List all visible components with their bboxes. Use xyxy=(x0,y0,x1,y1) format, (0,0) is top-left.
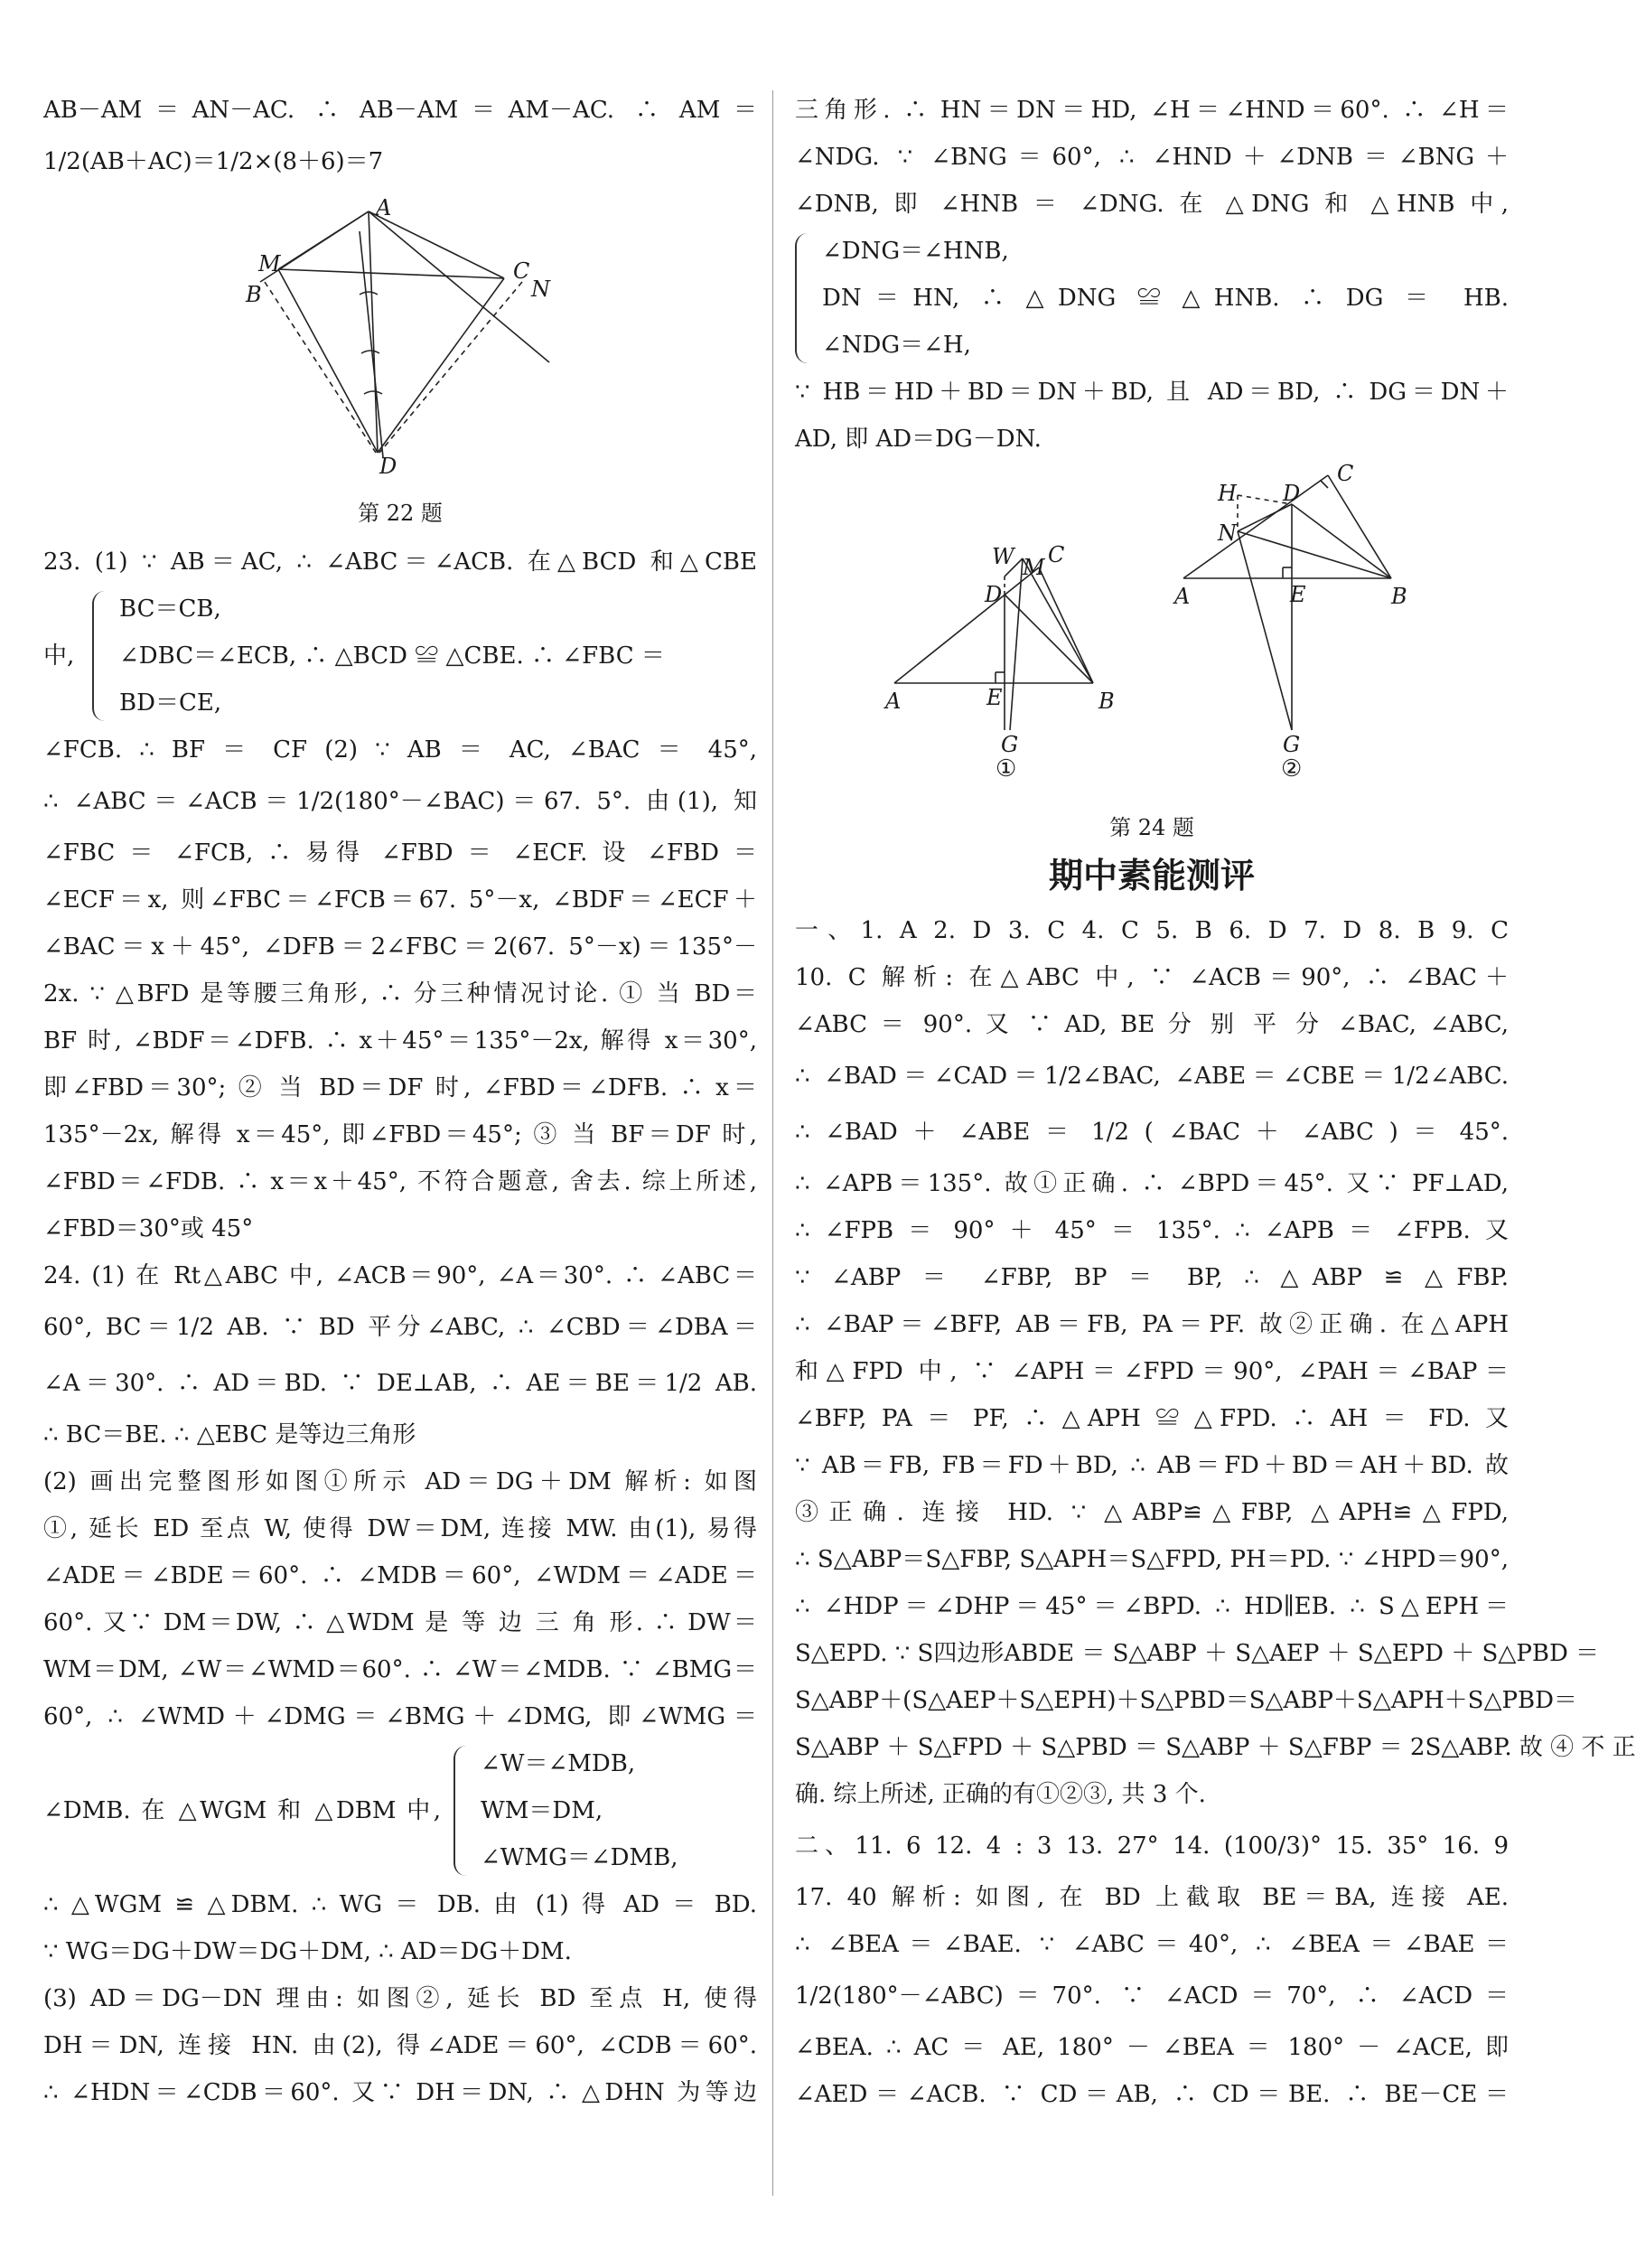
point-label: H xyxy=(1218,481,1237,506)
text-line: ∠DNB, 即 ∠HNB ＝ ∠DNG. 在 △DNG 和 △HNB 中, xyxy=(795,191,1509,218)
text-line: 10. C 解析: 在△ABC 中, ∵ ∠ACB＝90°, ∴ ∠BAC＋ xyxy=(795,964,1509,991)
text-line: 24. (1) 在 Rt△ABC 中, ∠ACB＝90°, ∠A＝30°. ∴ ∠ABC＝ xyxy=(43,1262,757,1289)
text-line: ③正确. 连接 HD. ∵ △ABP≌△FBP, △APH≌△FPD, xyxy=(795,1499,1509,1526)
text-line: 1/2(AB＋AC)＝1/2×(8＋6)＝7 xyxy=(43,148,384,175)
point-label: A xyxy=(376,195,392,220)
text-line: 即∠FBD＝30°; ② 当 BD＝DF 时, ∠FBD＝∠DFB. ∴ x＝ xyxy=(43,1074,757,1101)
condition-brace xyxy=(795,228,1509,369)
point-label: A xyxy=(1174,584,1191,609)
text-line: 60°, BC＝1/2 AB. ∵ BD 平分∠ABC, ∴ ∠CBD＝∠DBA＝ xyxy=(43,1314,757,1341)
text-line: ①, 延长 ED 至点 W, 使得 DW＝DM, 连接 MW. 由(1), 易得 xyxy=(43,1515,757,1542)
point-label: B xyxy=(1098,689,1115,714)
brace-item: DN＝HN, ∴ △DNG ≌ △HNB. ∴ DG ＝ HB. xyxy=(822,285,1509,312)
text-line: ∴ ∠BAD ＋ ∠ABE ＝ 1/2 ( ∠BAC ＋ ∠ABC ) ＝ 45°. xyxy=(795,1119,1509,1146)
point-label: E xyxy=(1290,582,1306,607)
brace-item: ∠DNG＝∠HNB, xyxy=(822,238,1009,265)
figure-number: ① xyxy=(996,755,1017,783)
condition-brace xyxy=(43,586,757,726)
text-line: ∠ECF＝x, 则∠FBC＝∠FCB＝67. 5°－x, ∠BDF＝∠ECF＋ xyxy=(43,886,757,914)
brace-item: ∠WMG＝∠DMB, xyxy=(481,1844,678,1871)
text-line: 17. 40 解析: 如图, 在 BD 上截取 BE＝BA, 连接 AE. xyxy=(795,1884,1509,1911)
point-label: D xyxy=(1283,481,1301,506)
text-line: ∠ABC ＝ 90°. 又 ∵ AD, BE 分 别 平 分 ∠BAC, ∠ABC, xyxy=(795,1011,1509,1038)
text-line: ∠FBD＝30°或 45° xyxy=(43,1215,254,1242)
column-divider xyxy=(772,90,773,2196)
point-label: B xyxy=(1391,584,1407,609)
text-line: WM＝DM, ∠W＝∠WMD＝60°. ∴ ∠W＝∠MDB. ∵ ∠BMG＝ xyxy=(43,1656,757,1683)
text-line: 60°, ∴ ∠WMD＋∠DMG＝∠BMG＋∠DMG, 即∠WMG＝ xyxy=(43,1703,757,1730)
text-line: 1/2(180°－∠ABC)＝70°. ∵ ∠ACD＝70°, ∴ ∠ACD＝ xyxy=(795,1982,1509,2010)
text-line: 23. (1) ∵ AB＝AC, ∴ ∠ABC＝∠ACB. 在△BCD 和△CBE xyxy=(43,548,757,576)
brace-item: ∠NDG＝∠H, xyxy=(822,332,971,359)
text-line: DH＝DN, 连接 HN. 由(2), 得∠ADE＝60°, ∠CDB＝60°. xyxy=(43,2032,757,2059)
point-label: D xyxy=(379,454,397,479)
text-line: ∵ ∠ABP ＝ ∠FBP, BP ＝ BP, ∴ △ABP ≌ △FBP. xyxy=(795,1264,1509,1291)
brace-items xyxy=(119,586,757,726)
text-line: ∴ ∠ABC＝∠ACB＝1/2(180°－∠BAC)＝67. 5°. 由(1), 知 xyxy=(43,788,757,815)
figure-24 xyxy=(795,461,1509,802)
text-line: 60°. 又∵ DM＝DW, ∴ △WDM 是 等 边 三 角 形. ∴ DW＝ xyxy=(43,1609,757,1636)
text-line: S△ABP ＋ S△FPD ＋ S△PBD ＝ S△ABP ＋ S△FBP ＝ 2S△ABP. 故 ④ 不 正 xyxy=(795,1734,1636,1761)
brace-prefix: ∠DMB. 在 △WGM 和 △DBM 中, xyxy=(43,1797,441,1824)
text-line: AB－AM＝AN－AC. ∴ AB－AM＝AM－AC. ∴ AM＝ xyxy=(43,97,757,124)
text-line: ∵ HB＝HD＋BD＝DN＋BD, 且 AD＝BD, ∴ DG＝DN＋ xyxy=(795,379,1509,406)
point-label: M xyxy=(1023,555,1045,580)
text-line: ∴ ∠HDP＝∠DHP＝45°＝∠BPD. ∴ HD∥EB. ∴ S△EPH＝ xyxy=(795,1593,1509,1620)
text-line: ∴ S△ABP＝S△FBP, S△APH＝S△FPD, PH＝PD. ∵ ∠HPD＝90°, xyxy=(795,1546,1509,1573)
text-line: ∴ ∠BAP＝∠BFP, AB＝FB, PA＝PF. 故②正确. 在△APH xyxy=(795,1311,1509,1338)
text-line: ∠BEA. ∴ AC ＝ AE, 180° － ∠BEA ＝ 180° － ∠ACE, 即 xyxy=(795,2034,1509,2061)
point-label: B xyxy=(246,282,262,307)
text-line: BF 时, ∠BDF＝∠DFB. ∴ x＋45°＝135°－2x, 解得 x＝30°, xyxy=(43,1027,757,1054)
condition-brace xyxy=(43,1740,757,1881)
point-label: N xyxy=(531,276,550,302)
brace-item: BC＝CB, xyxy=(119,595,221,623)
text-line: ∴ ∠HDN＝∠CDB＝60°. 又∵ DH＝DN, ∴ △DHN 为等边 xyxy=(43,2079,757,2106)
text-line: ∴ ∠APB＝135°. 故①正确. ∴ ∠BPD＝45°. 又∵ PF⊥AD, xyxy=(795,1170,1509,1197)
brace-items xyxy=(822,228,1509,369)
text-line: S△ABP＋(S△AEP＋S△EPH)＋S△PBD＝S△ABP＋S△APH＋S△PBD＝ xyxy=(795,1687,1577,1714)
section-title: 期中素能测评 xyxy=(1048,856,1255,895)
figure-22 xyxy=(43,195,757,530)
text-line: 确. 综上所述, 正确的有①②③, 共 3 个. xyxy=(795,1781,1206,1808)
figure-number: ② xyxy=(1281,755,1303,783)
text-line: ∵ WG＝DG＋DW＝DG＋DM, ∴ AD＝DG＋DM. xyxy=(43,1938,572,1965)
text-line: ∠FBC ＝ ∠FCB, ∴ 易得 ∠FBD ＝ ∠ECF. 设 ∠FBD ＝ xyxy=(43,839,757,867)
brace-item: ∠DBC＝∠ECB, ∴ △BCD ≌ △CBE. ∴ ∠FBC ＝ xyxy=(119,642,665,670)
brace-prefix: 中, xyxy=(43,642,75,670)
brace-item: ∠W＝∠MDB, xyxy=(481,1750,636,1777)
text-line: ∠NDG. ∵ ∠BNG＝60°, ∴ ∠HND＋∠DNB＝∠BNG＋ xyxy=(795,144,1510,171)
point-label: M xyxy=(258,251,281,276)
text-line: ∠FBD＝∠FDB. ∴ x＝x＋45°, 不符合题意, 舍去. 综上所述, xyxy=(43,1168,757,1195)
text-line: ∠AED＝∠ACB. ∵ CD＝AB, ∴ CD＝BE. ∴ BE－CE＝ xyxy=(795,2081,1509,2108)
figure-22-drawing xyxy=(43,195,757,493)
point-label: G xyxy=(1283,732,1301,757)
figure-caption: 第 24 题 xyxy=(1109,815,1194,840)
point-label: E xyxy=(986,685,1003,710)
text-line: ∠BAC＝x＋45°, ∠DFB＝2∠FBC＝2(67. 5°－x)＝135°－ xyxy=(43,933,757,961)
text-line: 和△FPD 中, ∵ ∠APH＝∠FPD＝90°, ∠PAH＝∠BAP＝ xyxy=(795,1358,1509,1385)
text-line: 2x. ∵ △BFD 是等腰三角形, ∴ 分三种情况讨论. ① 当 BD＝ xyxy=(43,980,757,1007)
point-label: W xyxy=(992,544,1014,569)
left-column xyxy=(43,87,757,2116)
brace-mark xyxy=(453,1746,475,1876)
text-line: ∠A＝30°. ∴ AD＝BD. ∵ DE⊥AB, ∴ AE＝BE＝1/2 AB. xyxy=(43,1370,757,1397)
answer-line: 二、11. 6 12. 4 : 3 13. 27° 14. (100/3)° 15. 35° 16. 9 xyxy=(795,1832,1509,1860)
text-line: ∴ ∠BAD＝∠CAD＝1/2∠BAC, ∠ABE＝∠CBE＝1/2∠ABC. xyxy=(795,1063,1509,1090)
text-line: ∴ △WGM ≌ △DBM. ∴ WG ＝ DB. 由 (1) 得 AD ＝ BD. xyxy=(43,1891,757,1918)
brace-items xyxy=(481,1740,757,1881)
text-line: S△EPD. ∵ S四边形ABDE ＝ S△ABP ＋ S△AEP ＋ S△EPD ＋ S△PBD ＝ xyxy=(795,1640,1600,1667)
point-label: G xyxy=(1001,732,1019,757)
point-label: C xyxy=(1048,542,1065,567)
text-line: ∠BFP, PA ＝ PF, ∴ △APH ≌ △FPD. ∴ AH ＝ FD. 又 xyxy=(795,1405,1509,1432)
text-line: (2) 画出完整图形如图①所示 AD＝DG＋DM 解析: 如图 xyxy=(43,1468,757,1495)
text-line: 135°－2x, 解得 x＝45°, 即∠FBD＝45°; ③ 当 BF＝DF 时, xyxy=(43,1121,757,1148)
point-label: A xyxy=(885,689,902,714)
answer-line: 一、1. A 2. D 3. C 4. C 5. B 6. D 7. D 8. B 9. C xyxy=(795,917,1509,944)
point-label: D xyxy=(985,582,1003,607)
text-line: ∴ ∠FPB ＝ 90° ＋ 45° ＝ 135°. ∴ ∠APB ＝ ∠FPB. 又 xyxy=(795,1217,1509,1244)
text-line: ∴ BC＝BE. ∴ △EBC 是等边三角形 xyxy=(43,1421,416,1448)
brace-item: BD＝CE, xyxy=(119,689,222,717)
figure-24-drawing xyxy=(795,468,1509,766)
text-line: ∠ADE＝∠BDE＝60°. ∴ ∠MDB＝60°, ∠WDM＝∠ADE＝ xyxy=(43,1562,757,1589)
text-line: 三角形. ∴ HN＝DN＝HD, ∠H＝∠HND＝60°. ∴ ∠H＝ xyxy=(795,97,1509,124)
text-line: ∴ ∠BEA＝∠BAE. ∵ ∠ABC＝40°, ∴ ∠BEA＝∠BAE＝ xyxy=(795,1931,1509,1958)
point-label: N xyxy=(1218,520,1237,546)
point-label: C xyxy=(513,258,530,284)
text-line: AD, 即 AD＝DG－DN. xyxy=(795,426,1042,453)
right-column xyxy=(795,87,1636,2118)
brace-mark xyxy=(795,233,817,363)
text-line: ∵ AB＝FB, FB＝FD＋BD, ∴ AB＝FD＋BD＝AH＋BD. 故 xyxy=(795,1452,1510,1479)
figure-caption: 第 22 题 xyxy=(358,501,443,526)
text-line: ∠FCB. ∴ BF ＝ CF (2) ∵ AB ＝ AC, ∠BAC ＝ 45°, xyxy=(43,736,757,764)
point-label: C xyxy=(1337,461,1354,486)
text-line: (3) AD＝DG－DN 理由: 如图②, 延长 BD 至点 H, 使得 xyxy=(43,1985,757,2012)
brace-mark xyxy=(92,591,114,721)
brace-item: WM＝DM, xyxy=(481,1797,603,1824)
